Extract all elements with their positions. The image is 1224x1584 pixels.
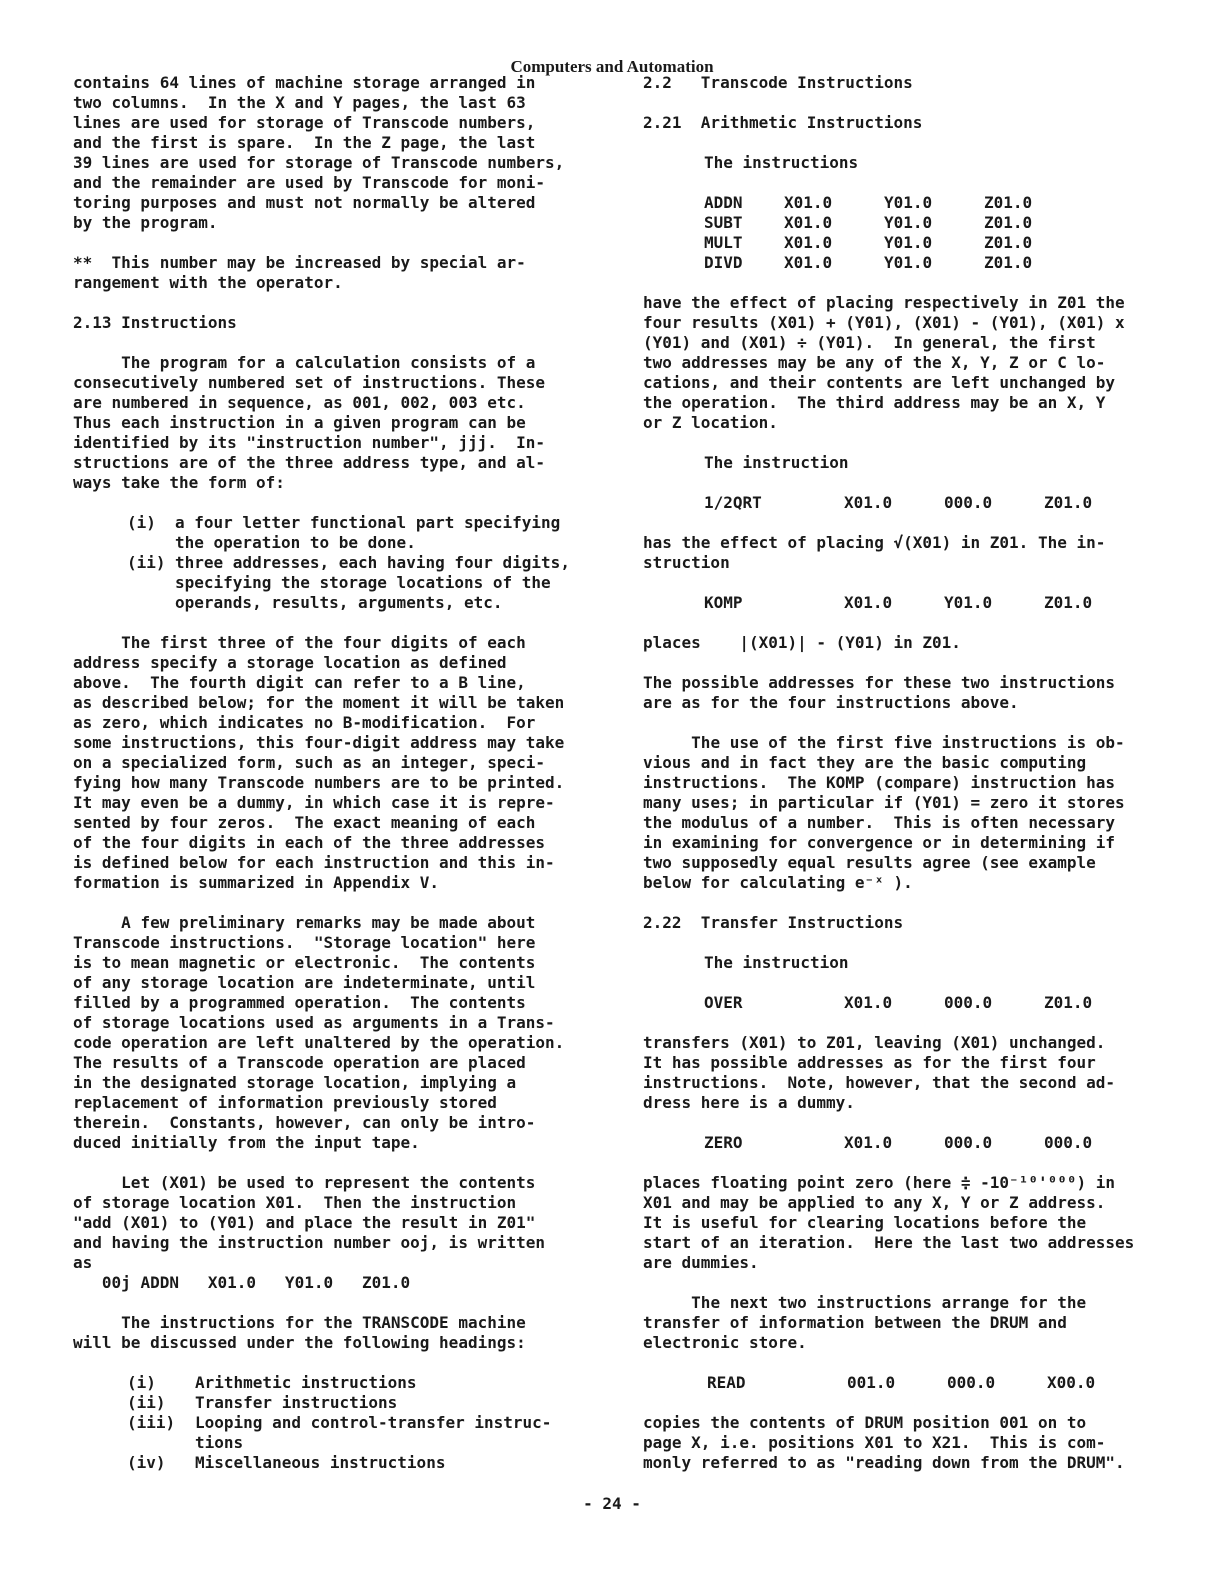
table-row <box>704 993 1092 1013</box>
paragraph: contains 64 lines of machine storage arranged in two columns. In the X and Y pages, the last 63 lines are used for storage of Transcode numbers, and the first is spare. In the Z page, the last 39 lines are used for storage of Transcode numbers, and the remainder are used by Transcode for moni- toring purposes and must not normally be altered by the program. <box>73 73 565 232</box>
table-row <box>704 193 1032 213</box>
paragraph: places floating point zero (here ≑ -10⁻¹⁰'⁰⁰⁰) in X01 and may be applied to any X, Y or Z address. It is useful for clearing locations before the start of an iteration. Here the last two addresses are dummies. <box>643 1173 1135 1272</box>
arithmetic-instruction-table <box>704 193 1032 273</box>
read-instruction <box>707 1373 1095 1393</box>
list-text: Arithmetic instructions <box>195 1373 417 1392</box>
table-row <box>704 1133 1092 1153</box>
list-number: (ii) <box>127 1393 166 1412</box>
table-cell: Y01.0 <box>884 213 933 232</box>
table-cell: Y01.0 <box>884 193 933 212</box>
paragraph: A few preliminary remarks may be made about Transcode instructions. "Storage location" here is to mean magnetic or electronic. The contents of any storage location are indeterminate, until filled by a programmed operation. The contents of storage locations used as arguments in a Trans- code operation are left unaltered by the operation. The results of a Transcode operation are placed in the designated storage location, implying a replacement of information previously stored therein. Constants, however, can only be intro- duced initially from the input tape. <box>73 913 565 1152</box>
list-item <box>127 1413 593 1453</box>
table-cell: 000.0 <box>944 1133 993 1152</box>
paragraph: The first three of the four digits of each address specify a storage location as defined above. The fourth digit can refer to a B line, as described below; for the moment it will be taken as zero, which indicates no B-modification. For some instructions, this four-digit address may take on a specialized form, such as an integer, speci- fying how many Transcode numbers are to be printed. It may even be a dummy, in which case it is repre- sented by four zeros. The exact meaning of each of the four digits in each of the three addresses is defined below for each instruction and this in- formation is summarized in Appendix V. <box>73 633 565 892</box>
table-cell: X01.0 <box>844 593 893 612</box>
table-cell: Z01.0 <box>1044 993 1093 1012</box>
table-row <box>704 233 1032 253</box>
table-cell: READ <box>707 1373 746 1392</box>
list-number: (ii) <box>127 553 166 572</box>
table-cell: DIVD <box>704 253 743 272</box>
section-heading-2-21: 2.21 Arithmetic Instructions <box>643 113 923 132</box>
section-heading-2-2: 2.2 Transcode Instructions <box>643 73 913 92</box>
footnote: ** This number may be increased by special ar- rangement with the operator. <box>73 253 526 292</box>
table-cell: Z01.0 <box>984 253 1033 272</box>
running-head: Computers and Automation <box>510 57 714 76</box>
list-text: Miscellaneous instructions <box>195 1453 446 1472</box>
table-row <box>704 593 1092 613</box>
table-cell: X01.0 <box>784 253 833 272</box>
table-cell: X00.0 <box>1047 1373 1096 1392</box>
table-row <box>704 213 1032 233</box>
table-cell: X01.0 <box>844 493 893 512</box>
section-heading-2-13: 2.13 Instructions <box>73 313 237 332</box>
table-row <box>707 1373 1095 1393</box>
table-row <box>704 493 1092 513</box>
paragraph: The instructions for the TRANSCODE machine will be discussed under the following headings: <box>73 1313 526 1352</box>
table-cell: Z01.0 <box>984 193 1033 212</box>
table-cell: ADDN <box>704 193 743 212</box>
table-cell: Z01.0 <box>984 213 1033 232</box>
paragraph: have the effect of placing respectively in Z01 the four results (X01) + (Y01), (X01) - (Y01), (X01) x (Y01) and (X01) ÷ (Y01). In general, the first two addresses may be any of the X, Y, Z or C lo- cations, and their contents are left unchanged by the operation. The third address may be an X, Y or Z location. <box>643 293 1125 432</box>
table-cell: Y01.0 <box>944 593 993 612</box>
left-column <box>73 73 593 1473</box>
subheading: The instruction <box>704 953 849 972</box>
list-item <box>127 1373 593 1393</box>
list-text: a four letter functional part specifying the operation to be done. <box>175 513 561 552</box>
right-column <box>643 73 1153 1473</box>
table-cell: Z01.0 <box>984 233 1033 252</box>
list-item <box>127 1453 593 1473</box>
list-number: (iv) <box>127 1453 166 1472</box>
list-item <box>127 1393 593 1413</box>
headings-list <box>73 1373 593 1473</box>
over-instruction <box>704 993 1092 1013</box>
table-cell: X01.0 <box>784 213 833 232</box>
table-cell: X01.0 <box>844 1133 893 1152</box>
table-cell: KOMP <box>704 593 743 612</box>
example-instruction: 00j ADDN X01.0 Y01.0 Z01.0 <box>73 1273 411 1292</box>
table-cell: Z01.0 <box>1044 593 1093 612</box>
list-item <box>127 513 593 553</box>
table-cell: SUBT <box>704 213 743 232</box>
table-cell: 000.0 <box>1044 1133 1093 1152</box>
sqrt-instruction <box>704 493 1092 513</box>
table-cell: X01.0 <box>784 233 833 252</box>
table-cell: 001.0 <box>847 1373 896 1392</box>
table-cell: 000.0 <box>944 493 993 512</box>
subheading: The instruction <box>704 453 849 472</box>
paragraph: copies the contents of DRUM position 001 on to page X, i.e. positions X01 to X21. This is com- monly referred to as "reading down from the DRUM". <box>643 1413 1125 1472</box>
table-cell: 000.0 <box>947 1373 996 1392</box>
table-cell: 1/2QRT <box>704 493 762 512</box>
list-number: (iii) <box>127 1413 176 1432</box>
table-cell: ZERO <box>704 1133 743 1152</box>
section-heading-2-22: 2.22 Transfer Instructions <box>643 913 904 932</box>
page-number: - 24 - <box>583 1494 641 1513</box>
paragraph: transfers (X01) to Z01, leaving (X01) unchanged. It has possible addresses as for the first four instructions. Note, however, that the second ad- dress here is a dummy. <box>643 1033 1116 1112</box>
paragraph: places |(X01)| - (Y01) in Z01. <box>643 633 961 652</box>
table-cell: Y01.0 <box>884 253 933 272</box>
list-text: three addresses, each having four digits, specifying the storage locations of the operands, results, arguments, etc. <box>175 553 570 612</box>
paragraph: The program for a calculation consists of a consecutively numbered set of instructions. These are numbered in sequence, as 001, 002, 003 etc. Thus each instruction in a given program can be identified by its "instruction number", jjj. In- structions are of the three address type, and al- ways take the form of: <box>73 353 546 492</box>
table-cell: OVER <box>704 993 743 1012</box>
form-list <box>73 513 593 613</box>
list-text: Transfer instructions <box>195 1393 398 1412</box>
paragraph: The use of the first five instructions is ob- vious and in fact they are the basic computing instructions. The KOMP (compare) instruction has many uses; in particular if (Y01) = zero it stores the modulus of a number. This is often necessary in examining for convergence or in determining if two supposedly equal results agree (see example below for calculating e⁻ˣ ). <box>643 733 1125 892</box>
list-item <box>127 553 593 613</box>
subheading: The instructions <box>704 153 859 172</box>
list-number: (i) <box>127 513 156 532</box>
list-number: (i) <box>127 1373 156 1392</box>
paragraph: The possible addresses for these two instructions are as for the four instructions above. <box>643 673 1116 712</box>
paragraph: The next two instructions arrange for the transfer of information between the DRUM and electronic store. <box>643 1293 1087 1352</box>
komp-instruction <box>704 593 1092 613</box>
zero-instruction <box>704 1133 1092 1153</box>
table-cell: 000.0 <box>944 993 993 1012</box>
list-text: Looping and control-transfer instruc- tions <box>195 1413 552 1452</box>
table-cell: MULT <box>704 233 743 252</box>
table-cell: X01.0 <box>784 193 833 212</box>
table-cell: Y01.0 <box>884 233 933 252</box>
table-cell: Z01.0 <box>1044 493 1093 512</box>
paragraph: Let (X01) be used to represent the contents of storage location X01. Then the instruction "add (X01) to (Y01) and place the result in Z01" and having the instruction number ooj, is written as <box>73 1173 546 1272</box>
paragraph: has the effect of placing √(X01) in Z01. The in- struction <box>643 533 1106 572</box>
table-cell: X01.0 <box>844 993 893 1012</box>
table-row <box>704 253 1032 273</box>
